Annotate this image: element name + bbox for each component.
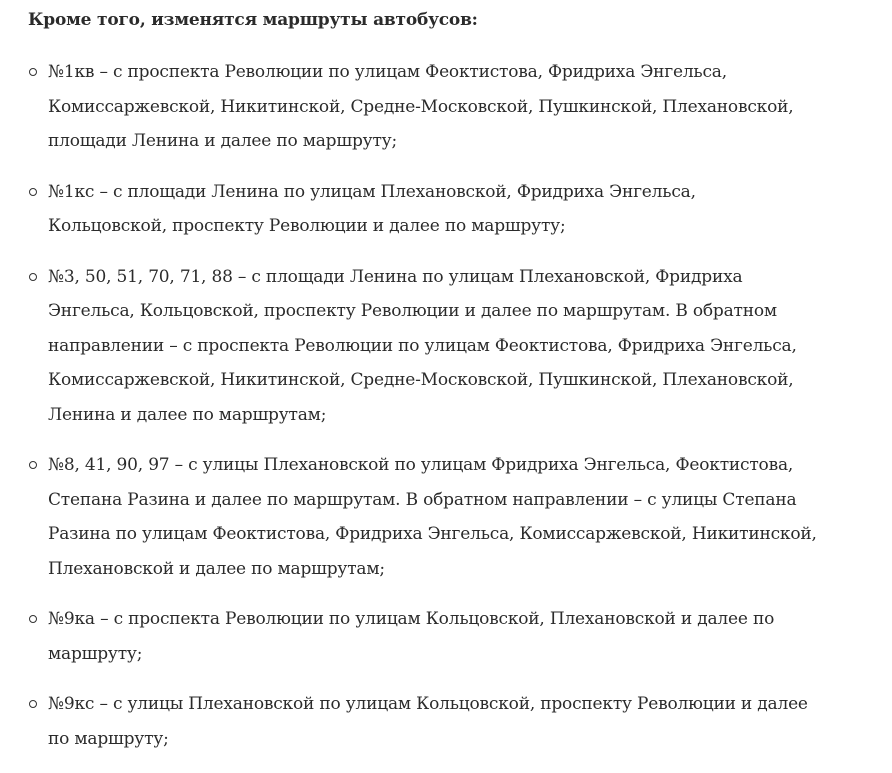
intro-paragraph: Кроме того, изменятся маршруты автобусов: <box>28 10 478 30</box>
route-text: №8, 41, 90, 97 – с улицы Плехановской по улицам Фридриха Энгельса, Феоктистова, Степана Разина и далее по маршрутам. В обратном направлении – с улицы Степана Разина по улицам Феоктистова, Фридриха Энгельса, Комиссаржевской, Никитинской, Плехановской и далее по маршрутам; <box>48 455 817 579</box>
circle-bullet-icon <box>29 700 37 708</box>
route-list <box>28 55 818 756</box>
circle-bullet-icon <box>29 461 37 469</box>
list-item <box>28 55 818 159</box>
route-text: №3, 50, 51, 70, 71, 88 – с площади Ленина по улицам Плехановской, Фридриха Энгельса, Кольцовской, проспекту Революции и далее по маршрутам. В обратном направлении – с проспекта Революции по улицам Феоктистова, Фридриха Энгельса, Комиссаржевской, Никитинской, Средне-Московской, Пушкинской, Плехановской, Ленина и далее по маршрутам; <box>48 266 797 425</box>
circle-bullet-icon <box>29 615 37 623</box>
route-text: №9ка – с проспекта Революции по улицам Кольцовской, Плехановской и далее по маршруту; <box>48 609 775 664</box>
circle-bullet-icon <box>29 273 37 281</box>
route-text: №9кс – с улицы Плехановской по улицам Кольцовской, проспекту Революции и далее по маршруту; <box>48 694 808 749</box>
list-item <box>28 448 818 586</box>
circle-bullet-icon <box>29 68 37 76</box>
list-item <box>28 175 818 244</box>
article-body <box>28 6 818 772</box>
circle-bullet-icon <box>29 188 37 196</box>
list-item <box>28 602 818 671</box>
route-text: №1кс – с площади Ленина по улицам Плехановской, Фридриха Энгельса, Кольцовской, проспекту Революции и далее по маршруту; <box>48 181 696 236</box>
list-item <box>28 687 818 756</box>
route-text: №1кв – с проспекта Революции по улицам Феоктистова, Фридриха Энгельса, Комиссаржевской, Никитинской, Средне-Московской, Пушкинской, Плехановской, площади Ленина и далее по маршруту; <box>48 62 794 151</box>
list-item <box>28 260 818 433</box>
